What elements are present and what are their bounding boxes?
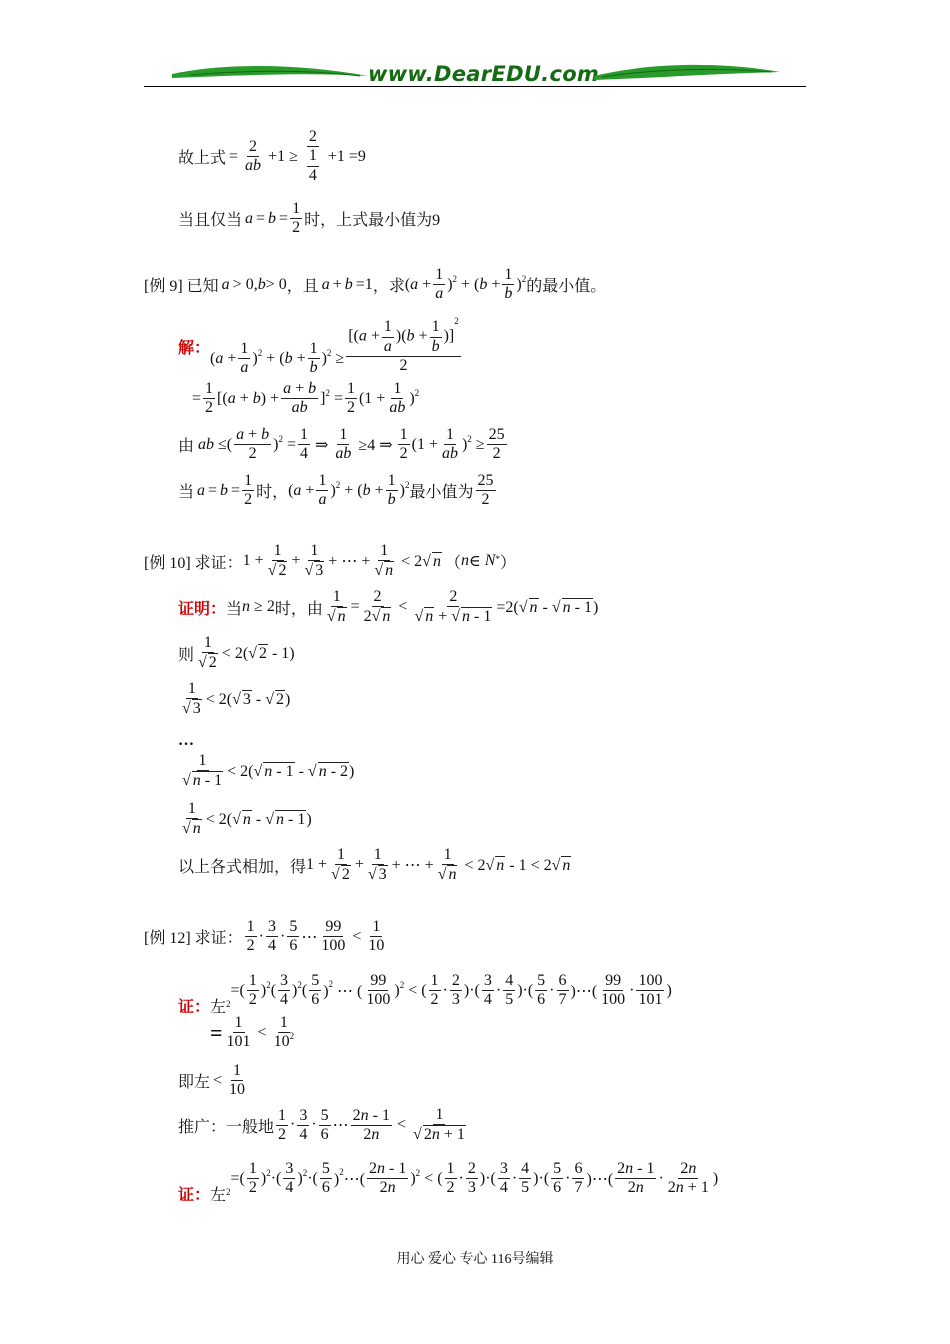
header-rule <box>144 86 806 87</box>
ex9-solution-line-4: 当 a = b = $\frac{1}{2}$ 时， (a + $\frac{1}{a}$ )$^2$ + (b + $\frac{1}{b}$ )$^2$ 最小值为 $\frac{25}{2}$ <box>178 472 494 509</box>
header-leaf-right-icon <box>592 62 782 86</box>
site-logo-text: www.DearEDU.com <box>368 62 600 86</box>
prev-prefix: 故上式 <box>178 150 227 168</box>
ex9-solution-line-2: = $\frac{1}{2}$ [(a + b) + $\frac{a + b}{ab}$ ]$^2$ = $\frac{1}{2}$ (1 + $\frac{1}{ab}$ )$^2$ <box>192 380 420 417</box>
ex12-general-proof: 证： 左 $^2$ =( $\frac{1}{2}$ )$^2$·( $\frac{3}{4}$ )$^2$·( $\frac{5}{6}$ )$^2$⋯( $\frac{2n - 1}{2n}$ )$^2$ < ( $\frac{1}{2}$ · $\frac{2}{3}$ )·( $\frac{3}{4}$ · $\frac{4}{5}$ )·( $\frac{5}{6}$ · $\frac{6}{7}$ )⋯( $\frac{2n - 1}{2n}$ · $\frac{2n}{2n + 1}$ ) <box>178 1159 719 1204</box>
ex10-step-2: 则 $\frac{1}{√ 2}$ < 2(√ 2 - 1) <box>178 634 295 672</box>
ex12-conclusion: 即左 < $\frac{1}{10}$ <box>178 1062 246 1099</box>
ex12-proof-line-2: = $\frac{1}{101}$ < $\frac{1}{10^2}$ <box>210 1014 295 1051</box>
ex10-proof-line-1: 证明： 当 n ≥ 2 时，由 $\frac{1}{√ n}$ = $\frac{2}{2√ n}$ < $\frac{2}{√ n + √ n - 1}$ =2(√ n - √ n - 1) <box>178 588 599 626</box>
ex10-statement: [例 10] 求证： 1 + $\frac{1}{√ 2}$ + $\frac{1}{√ 3}$ + ⋯ + $\frac{1}{√ n}$ < 2√ n （ n ∈ N * ） <box>144 542 516 580</box>
ex9-solution-line-3: 由 ab ≤( $\frac{a + b}{2}$ )$^2$ = $\frac{1}{4}$ ⇒ $\frac{1}{ab}$ ≥4 ⇒ $\frac{1}{2}$ (1 + $\frac{1}{ab}$ )$^2$ ≥ $\frac{25}{2}$ <box>178 426 505 463</box>
ex12-generalization: 推广：一般地 $\frac{1}{2}$ · $\frac{3}{4}$ · $\frac{5}{6}$ ⋯ $\frac{2n - 1}{2n}$ < $\frac{1}{√ 2n + 1}$ <box>178 1106 465 1144</box>
ex12-statement: [例 12] 求证： $\frac{1}{2}$ · $\frac{3}{4}$ · $\frac{5}{6}$ ⋯ $\frac{99}{100}$ < $\frac{1}{10}$ <box>144 918 385 955</box>
ex9-statement: [例 9] 已知 a > 0, b > 0 ，且 a + b =1 ，求 (a + $\frac{1}{a}$ )$^2$ + (b + $\frac{1}{b}$ )$^2$ 的最小值。 <box>144 266 607 303</box>
ex10-sum-line: 以上各式相加，得 1 + $\frac{1}{√ 2}$ + $\frac{1}{√ 3}$ + ⋯ + $\frac{1}{√ n}$ < 2√ n - 1 < 2√ n <box>178 846 571 884</box>
ex10-step-n-1: $\frac{1}{√ n - 1}$ < 2(√ n - 1 - √ n - 2) <box>182 752 355 790</box>
ex9-solution-line-1: 解： (a + $\frac{1}{a}$ )$^2$ + (b + $\frac{1}{b}$ )$^2$ ≥ [(a + $\frac{1}{a}$ )(b + $\frac{1}{b}$ )]$^2$ 2 <box>178 316 459 377</box>
ex12-proof-line-1: 证： 左 $^2$ =( $\frac{1}{2}$ )$^2$( $\frac{3}{4}$ )$^2$( $\frac{5}{6}$ )$^2$ ⋯ ( $\frac{99}{100}$ )$^2$ < ( $\frac{1}{2}$ · $\frac{2}{3}$ )·( $\frac{3}{4}$ · $\frac{4}{5}$ )·( $\frac{5}{6}$ · $\frac{6}{7}$ )⋯( $\frac{99}{100}$ · $\frac{100}{101}$ ) <box>178 971 672 1016</box>
ex10-step-n: $\frac{1}{√ n}$ < 2(√ n - √ n - 1) <box>182 800 312 838</box>
prev-line-2: 当且仅当 a = b = $\frac{1}{2}$ 时，上式最小值为9 <box>178 200 441 237</box>
header-leaf-left-icon <box>170 62 370 86</box>
ex10-ellipsis: … <box>178 732 194 749</box>
solution-label: 解： <box>178 340 211 358</box>
page-footer: 用心 爱心 专心 116号编辑 <box>396 1252 554 1267</box>
prev-line-1: 故上式 = $\frac{2}{ab}$ +1 ≥ $\frac{2}{\frac{1}{4}}$ +1 =9 <box>178 128 366 184</box>
ex10-step-3: $\frac{1}{√ 3}$ < 2(√ 3 - √ 2) <box>182 680 291 718</box>
proof-label: 证明： <box>178 600 227 618</box>
